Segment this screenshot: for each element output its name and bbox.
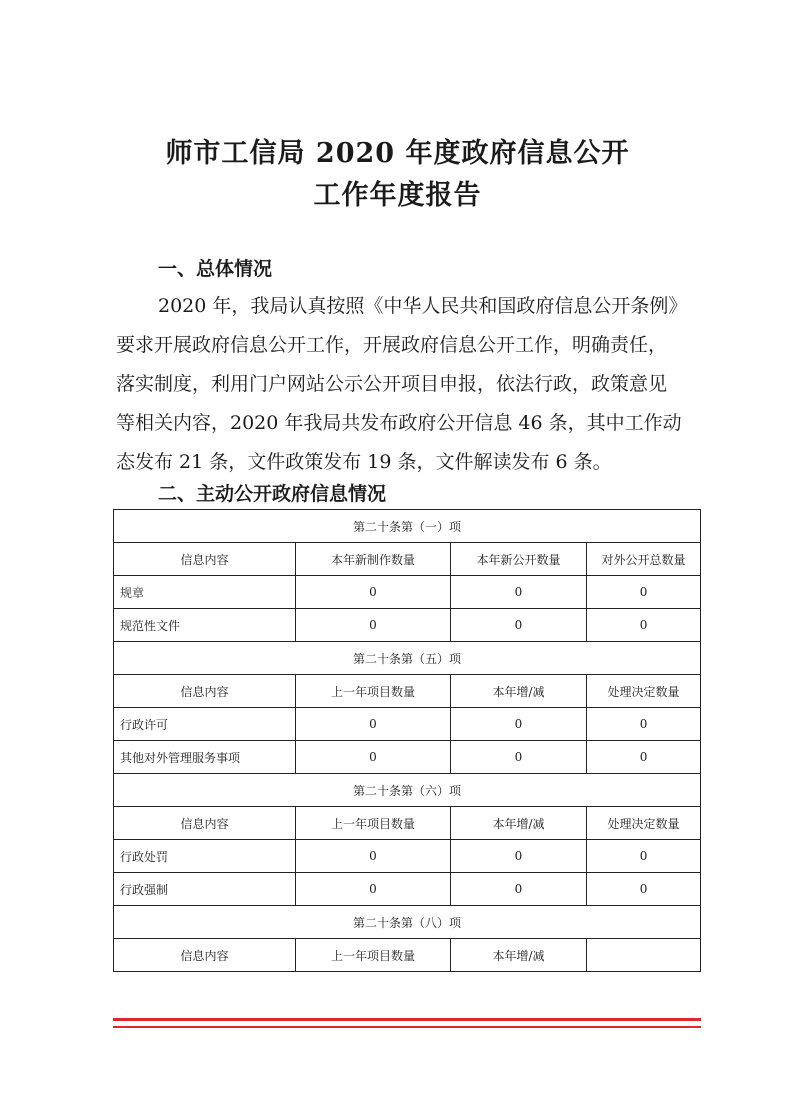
section-1-paragraph [116,287,708,482]
column-header: 本年新制作数量 [296,543,451,576]
section-1-heading: 一、总体情况 [158,258,273,280]
column-header: 信息内容 [114,939,296,972]
header-row [114,543,701,576]
title-line-1: 师市工信局 2020 年度政府信息公开 [165,138,630,169]
paragraph-line: 2020 年，我局认真按照《中华人民共和国政府信息公开条例》 [158,295,688,317]
row-value: 0 [587,741,701,774]
footer-rule-bottom [113,1026,701,1028]
column-header: 信息内容 [114,807,296,840]
row-value: 0 [296,708,451,741]
section-title-row [114,510,701,543]
row-value: 0 [587,840,701,873]
title-line-2: 工作年度报告 [313,180,482,211]
row-label: 行政处罚 [114,840,296,873]
section-title: 第二十条第（八）项 [114,906,701,939]
header-row [114,939,701,972]
row-value: 0 [296,609,451,642]
column-header: 本年增/减 [451,807,587,840]
row-value: 0 [587,576,701,609]
section-2-heading: 二、主动公开政府信息情况 [158,483,387,505]
header-row [114,807,701,840]
section-title: 第二十条第（六）项 [114,774,701,807]
column-header: 信息内容 [114,675,296,708]
document-title [0,133,795,217]
column-header: 处理决定数量 [587,675,701,708]
section-title-row [114,774,701,807]
row-label: 其他对外管理服务事项 [114,741,296,774]
row-value: 0 [451,708,587,741]
paragraph-line: 要求开展政府信息公开工作，开展政府信息公开工作，明确责任， [116,334,668,356]
table-row [114,576,701,609]
column-header: 上一年项目数量 [296,675,451,708]
section-title-row [114,906,701,939]
column-header: 本年新公开数量 [451,543,587,576]
row-label: 规章 [114,576,296,609]
row-value: 0 [587,609,701,642]
row-label: 规范性文件 [114,609,296,642]
open-info-table [113,509,701,972]
column-header: 处理决定数量 [587,807,701,840]
row-value: 0 [296,840,451,873]
row-value: 0 [451,741,587,774]
table-row [114,840,701,873]
paragraph-line: 落实制度，利用门户网站公示公开项目申报，依法行政，政策意见 [116,373,668,395]
row-label: 行政许可 [114,708,296,741]
table-row [114,741,701,774]
section-title: 第二十条第（一）项 [114,510,701,543]
row-value: 0 [587,873,701,906]
footer-rule-top [113,1018,701,1021]
table-row [114,708,701,741]
row-value: 0 [451,576,587,609]
column-header [587,939,701,972]
row-value: 0 [451,609,587,642]
paragraph-line: 态发布 21 条，文件政策发布 19 条，文件解读发布 6 条。 [116,451,612,473]
row-value: 0 [296,576,451,609]
column-header: 上一年项目数量 [296,807,451,840]
section-title: 第二十条第（五）项 [114,642,701,675]
row-label: 行政强制 [114,873,296,906]
row-value: 0 [296,741,451,774]
column-header: 本年增/减 [451,939,587,972]
column-header: 本年增/减 [451,675,587,708]
column-header: 对外公开总数量 [587,543,701,576]
header-row [114,675,701,708]
section-title-row [114,642,701,675]
row-value: 0 [296,873,451,906]
column-header: 信息内容 [114,543,296,576]
row-value: 0 [451,840,587,873]
column-header: 上一年项目数量 [296,939,451,972]
table-row [114,609,701,642]
row-value: 0 [451,873,587,906]
table-row [114,873,701,906]
paragraph-line: 等相关内容，2020 年我局共发布政府公开信息 46 条，其中工作动 [116,412,682,434]
row-value: 0 [587,708,701,741]
